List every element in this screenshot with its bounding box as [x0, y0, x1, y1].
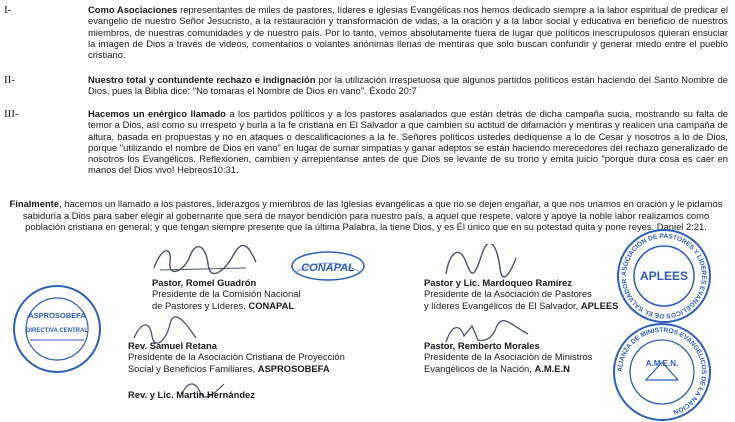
paragraph-1-body: representantes de miles de pastores, líderes e iglesias Evangélicas nos hemos dedicado siempre a la labor espiritual de predicar el evangelio de nuestro Señor Jesucristo, a la restauración y transformación de vidas, a la oración y a la labor social y educativa en beneficio de nuestros miembros, de nuestras comunidades y de nuestro país. Por lo tanto, vemos absolutamente fuera de lugar que políticos inescrupulosos quieran ensuciar la imagen de Dios a través de videos, comentarios o volantes anónimas llenas de mentiras que solo buscan confundir y generar miedo entre el pueblo cristiano.: [88, 4, 729, 61]
amen-seal: [612, 322, 712, 422]
paragraph-1-numeral: I-: [4, 4, 12, 16]
signatory-guadron-role: Presidente de la Comisión Nacional: [152, 288, 301, 300]
paragraph-1-text: [88, 4, 728, 60]
signatory-guadron: [152, 277, 301, 311]
signatory-guadron-name: Pastor, Romel Guadrón: [152, 277, 257, 288]
signatory-hernandez-name: Rev. y Lic. Martin Hernández: [128, 389, 255, 400]
signatory-morales-role: Presidente de la Asociación de Ministros: [424, 351, 593, 363]
asprosobefa-seal-label: ASPROSOBEFA: [28, 311, 86, 320]
paragraph-2-numeral: II-: [4, 74, 15, 86]
asprosobefa-seal-sub: DIRECTIVA CENTRAL: [26, 328, 88, 334]
signatory-ramirez-role2: y líderes Evangélicos de El Salvador,: [424, 299, 579, 311]
guadron-signature: [150, 242, 260, 276]
ramirez-signature: [440, 244, 520, 280]
paragraph-1-lead: Como Asociaciones: [88, 4, 178, 15]
paragraph-3-body: a los partidos políticos y a los pastores asalariados que están detrás de dicha campaña sucia, mostrando su falta de temor a Dios, así como su irrespeto y burla a la fe cristiana en El Salvador a que cambien su actitud de difamación y mentiras y realicen una campaña de altura, basada en propuestas y no en ataques o descalificaciones a la fe. Señores políticos ustedes dedíquense a lo de Cesar y nosotros a lo de Dios, porque "utilizando el nombre de Dios en vano" en lugar de sumar simpatías y ganar adeptos se están haciendo merecedores del rechazo generalizado de nosotros los Evangélicos. Reflexionen, cambien y arrepiéntanse antes de que Dios se levante de su trono y emita juicio "porque dura cosa es caer en manos del Dios vivo! Hebreos10:31.: [88, 108, 728, 176]
signatory-hernandez: [128, 389, 255, 400]
paragraph-3-text: [88, 108, 728, 176]
signatory-morales: [424, 340, 592, 374]
amen-seal-label: A.M.E.N.: [645, 359, 679, 368]
signatory-morales-name: Pastor, Remberto Morales: [424, 340, 540, 351]
closing-lead: Finalmente: [9, 198, 60, 209]
signatory-retana-org: ASPROSOBEFA: [257, 362, 330, 374]
paragraph-2-body: por la utilización irrespetuosa que algunos partidos políticos están haciendo del Santo Nombre de Dios, pues la Biblia dice: "No tomaras el Nombre de Dios en vano". Éxodo 20:7: [88, 74, 728, 97]
aplees-seal: [616, 228, 712, 324]
paragraph-3-numeral: III-: [4, 108, 19, 120]
amen-seal-ring: ALIANZA DE MINISTROS EVANGÉLICOS DE LA NACIÓN: [616, 326, 708, 416]
signatory-guadron-role2: de Pastores y Líderes,: [152, 299, 246, 311]
signatory-ramirez-role: Presidente de la Asociación de Pastores: [424, 288, 592, 300]
signatory-morales-role2: Evangélicos de la Nación,: [424, 362, 532, 374]
aplees-seal-label: APLEES: [639, 269, 689, 283]
conapal-seal: [290, 250, 366, 282]
closing-body: , hacemos un llamado a los pastores, liderazgos y miembros de las Iglesias evangélicas a que no se dejen engañar, a que nos unamos en oración y le pidamos sabiduría a Dios para saber elegir al gobernante que será de mayor bendición para nuestro país, a aquel que respete, valore y apoye la noble labor realizamos como población cristiana en general; y que tengan siempre presente que la última Palabra, la tiene Dios, y es Él único que en su potestad quita y pone reyes. Daniel 2:21.: [22, 198, 723, 233]
signatory-ramirez-org: APLEES: [580, 299, 619, 311]
signatory-ramirez-name: Pastor y Lic. Mardoqueo Ramírez: [424, 277, 572, 288]
signatory-retana: [128, 340, 345, 374]
paragraph-2-text: [88, 74, 728, 97]
signatory-retana-role2: Social y Beneficios Familiares,: [128, 362, 256, 374]
aplees-seal-ring: ASOCIACIÓN DE PASTORES Y LÍDERES EVANGÉLICOS DE EL SALVADOR: [620, 232, 708, 320]
paragraph-2-lead: Nuestro total y contundente rechazo e indignación: [88, 74, 316, 85]
signatory-retana-role: Presidente de la Asociación Cristiana de Proyección: [128, 351, 345, 363]
conapal-seal-label: CONAPAL: [301, 262, 355, 274]
signatory-morales-org: A.M.E.N: [534, 362, 570, 374]
paragraph-3-lead: Hacemos un enérgico llamado: [88, 108, 226, 119]
signatory-ramirez: [424, 277, 618, 311]
asprosobefa-seal: [12, 284, 102, 374]
signatory-guadron-org: CONAPAL: [248, 299, 295, 311]
signatory-retana-name: Rev. Samuel Retana: [128, 340, 217, 351]
